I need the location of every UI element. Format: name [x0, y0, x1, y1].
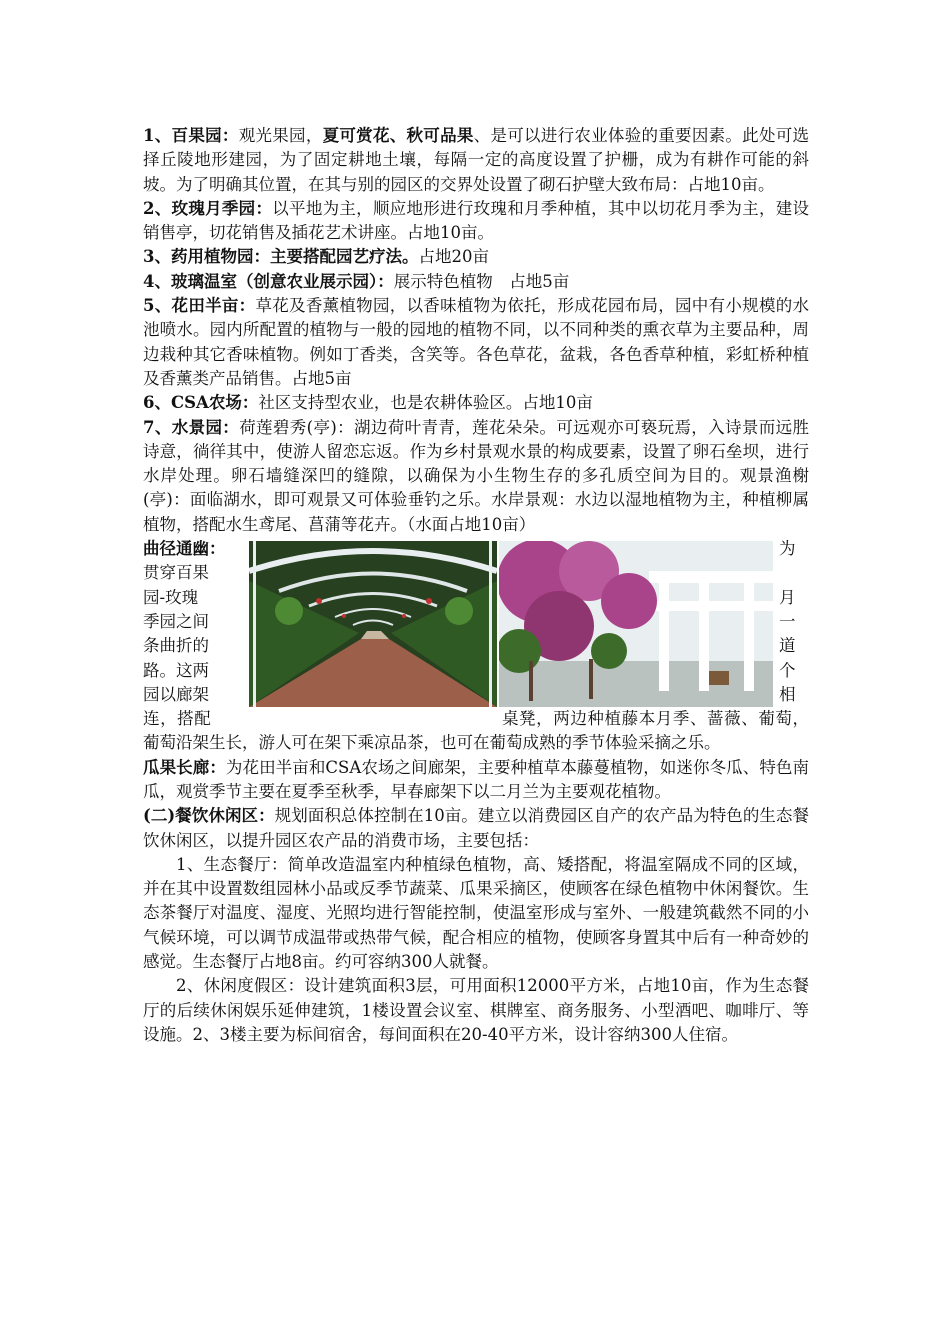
section-label: 4、玻璃温室（创意农业展示园）： — [143, 271, 394, 291]
path-tail-line: 连，搭配 桌凳，两边种植藤本月季、蔷薇、葡萄，葡萄沿架生长，游人可在架下乘凉品茶，也可在葡萄成熟的季节体验采摘之乐。 — [143, 709, 810, 753]
path-section-with-photos — [143, 537, 809, 707]
path-left-text: 曲径通幽： 贯穿百果 园-玫瑰 季园之间 条曲折的 路。这两 园以廊架 — [143, 539, 226, 704]
paragraph-3: 3、药用植物园：主要搭配园艺疗法。占地20亩 — [143, 247, 489, 267]
paragraph-5: 5、花田半亩：草花及香薰植物园，以香味植物为依托，形成花园布局，园中有小规模的水池喷水。园内所配置的植物与一般的园地的植物不同，以不同种类的熏衣草为主要品种，周边栽种其它香味植物。例如丁香类，含笑等。各色草花，盆栽，各色香草种植，彩虹桥种植及香薰类产品销售。占地5亩 — [143, 296, 810, 388]
section-label: 瓜果长廊： — [143, 757, 226, 777]
section-label: 3、药用植物园：主要搭配园艺疗法。 — [143, 247, 419, 267]
paragraph-2: 2、玫瑰月季园：以平地为主，顺应地形进行玫瑰和月季种植，其中以切花月季为主，建设销售亭，切花销售及插花艺术讲座。占地10亩。 — [143, 198, 810, 243]
pergola-flowers-photo — [499, 541, 773, 707]
paragraph-sub-1: 1、生态餐厅：简单改造温室内种植绿色植物，高、矮搭配，将温室隔成不同的区域，并在其中设置数组园林小品或反季节蔬菜、瓜果采摘区，使顾客在绿色植物中休闲餐饮。生态茶餐厅对温度、湿度、光照均进行智能控制，使温室形成与室外、一般建筑截然不同的小气候环境，可以调节成温带或热带气候，配合相应的植物，使顾客身置其中后有一种奇妙的感觉。生态餐厅占地8亩。约可容纳300人就餐。 — [143, 854, 809, 972]
paragraph-melon: 瓜果长廊：为花田半亩和CSA农场之间廊架，主要种植草本藤蔓植物，如迷你冬瓜、特色南瓜，观赏季节主要在夏季至秋季，早春廊架下以二月兰为主要观花植物。 — [143, 757, 809, 801]
paragraph-6: 6、CSA农场：社区支持型农业，也是农耕体验区。占地10亩 — [143, 393, 593, 413]
document-body — [143, 124, 809, 1047]
path-right-text: 为 月 一 道 个 相 — [779, 539, 796, 704]
paragraph-sub-2: 2、休闲度假区：设计建筑面积3层，可用面积12000平方米，占地10亩，作为生态餐厅的后续休闲娱乐延伸建筑，1楼设置会议室、棋牌室、商务服务、小型酒吧、咖啡厅、等设施。2、3楼主要为标间宿舍，每间面积在20-40平方米，设计容纳300人住宿。 — [143, 976, 809, 1044]
paragraph-4: 4、玻璃温室（创意农业展示园）：展示特色植物 占地5亩 — [143, 271, 570, 291]
paragraph-7: 7、水景园：荷莲碧秀(亭)：湖边荷叶青青，莲花朵朵。可远观亦可亵玩焉，入诗景而远胜诗意，徜徉其中，使游人留恋忘返。作为乡村景观水景的构成要素，设置了卵石垒坝，进行水岸处理。卵石墙缝深凹的缝隙，以确保为小生物生存的多孔质空间为目的。观景渔榭(亭)：面临湖水，即可观景又可体验垂钓之乐。水岸景观：水边以湿地植物为主，种植柳属植物，搭配水生鸢尾、菖蒲等花卉。（水面占地10亩） — [143, 417, 810, 534]
section-label: 曲径通幽： — [143, 539, 226, 559]
section-label: (二)餐饮休闲区： — [143, 806, 275, 826]
grape-trellis-photo — [249, 541, 497, 707]
section-label: 1、百果园： — [143, 126, 239, 145]
section-label: 6、CSA农场： — [143, 393, 259, 413]
section-label: 7、水景园： — [143, 417, 240, 437]
paragraph-1: 1、百果园：观光果园，夏可赏花、秋可品果、是可以进行农业体验的重要因素。此处可选择丘陵地形建园，为了固定耕地土壤，每隔一定的高度设置了护栅，成为有耕作可能的斜坡。为了明确其位置，在其与别的园区的交界处设置了砌石护壁大致布局：占地10亩。 — [143, 126, 810, 194]
section-label: 2、玫瑰月季园： — [143, 198, 273, 218]
paragraph-section-2: (二)餐饮休闲区：规划面积总体控制在10亩。建立以消费园区自产的农产品为特色的生态餐饮休闲区，以提升园区农产品的消费市场，主要包括： — [143, 806, 809, 850]
section-label: 5、花田半亩： — [143, 296, 256, 316]
